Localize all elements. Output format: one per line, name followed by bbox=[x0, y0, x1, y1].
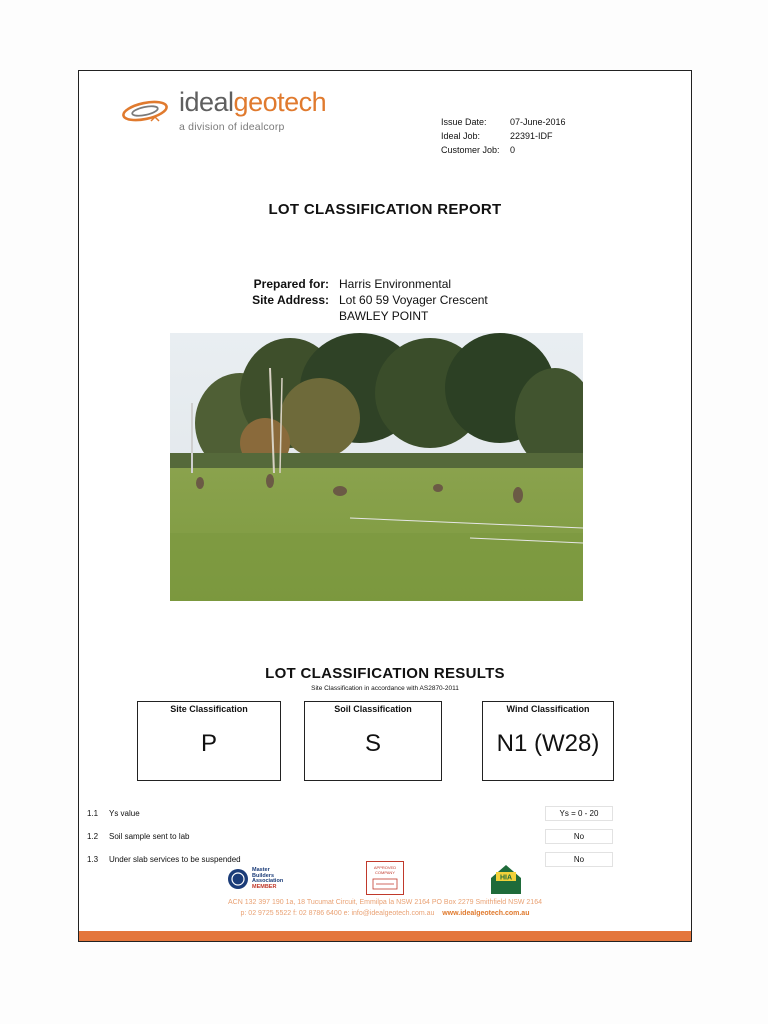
meta-label: Issue Date: bbox=[441, 117, 487, 127]
site-photo bbox=[170, 333, 583, 601]
logo-subtitle: a division of idealcorp bbox=[179, 121, 285, 133]
item-label: Under slab services to be suspended bbox=[109, 855, 241, 864]
prepared-for-label: Prepared for: bbox=[253, 277, 329, 291]
hia-text: HIA bbox=[499, 874, 513, 882]
master-builders-icon bbox=[227, 868, 249, 890]
accreditation-badges bbox=[79, 859, 691, 899]
meta-label: Customer Job: bbox=[441, 145, 500, 155]
wind-classification-box bbox=[482, 701, 614, 781]
mba-line3: Association bbox=[252, 878, 284, 884]
results-subtitle: Site Classification in accordance with AS2870-2011 bbox=[311, 685, 459, 692]
soil-classification-value: S bbox=[364, 730, 381, 757]
item-number: 1.3 bbox=[87, 855, 99, 864]
approved-company-badge bbox=[366, 861, 404, 895]
logo-word-geotech: geotech bbox=[233, 87, 327, 117]
item-value: Ys = 0 - 20 bbox=[545, 806, 613, 821]
company-logo bbox=[121, 87, 351, 135]
prepared-for-value: Harris Environmental bbox=[339, 277, 452, 291]
meta-row-customer-job bbox=[441, 143, 566, 157]
site-address-label: Site Address: bbox=[252, 293, 329, 307]
site-classification-heading: Site Classification bbox=[170, 704, 248, 714]
wind-classification-value: N1 (W28) bbox=[496, 730, 600, 757]
hia-house-icon bbox=[488, 862, 524, 896]
footer-bar bbox=[79, 931, 691, 941]
site-address-line2: BAWLEY POINT bbox=[339, 309, 429, 323]
report-meta bbox=[441, 115, 566, 157]
report-page bbox=[78, 70, 692, 942]
footer-contact-text: p: 02 9725 5522 f: 02 8786 6400 e: info@idealgeotech.com.au bbox=[240, 910, 435, 917]
result-item bbox=[87, 825, 613, 848]
site-classification-box bbox=[137, 701, 281, 781]
results-title: LOT CLASSIFICATION RESULTS bbox=[265, 665, 505, 682]
logo-word-ideal: ideal bbox=[179, 87, 234, 117]
master-builders-badge bbox=[227, 867, 293, 891]
prepared-for-row bbox=[229, 276, 488, 292]
meta-value: 0 bbox=[510, 145, 516, 155]
item-label: Soil sample sent to lab bbox=[109, 832, 190, 841]
meta-label: Ideal Job: bbox=[441, 131, 481, 141]
item-number: 1.1 bbox=[87, 809, 99, 818]
mba-line1: Master bbox=[252, 867, 270, 873]
mba-member: MEMBER bbox=[252, 883, 277, 890]
site-address-row-2 bbox=[229, 308, 488, 324]
footer-address: ACN 132 397 190 1a, 18 Tucumat Circuit, Emmilpa la NSW 2164 PO Box 2279 Smithfield NSW 2164 bbox=[228, 899, 542, 906]
mba-line2: Builders bbox=[252, 872, 275, 879]
site-address-row bbox=[229, 292, 488, 308]
soil-classification-box bbox=[304, 701, 442, 781]
footer-website-link[interactable]: www.idealgeotech.com.au bbox=[442, 910, 530, 917]
item-value: No bbox=[545, 829, 613, 844]
meta-row-issue-date bbox=[441, 115, 566, 129]
footer-contact bbox=[79, 910, 691, 917]
meta-value: 07-June-2016 bbox=[510, 117, 566, 127]
item-number: 1.2 bbox=[87, 832, 99, 841]
item-value: No bbox=[545, 852, 613, 867]
wind-classification-heading: Wind Classification bbox=[506, 704, 590, 714]
result-item bbox=[87, 802, 613, 825]
meta-row-ideal-job bbox=[441, 129, 566, 143]
logo-wordmark bbox=[179, 87, 326, 118]
meta-value: 22391-IDF bbox=[510, 131, 553, 141]
site-classification-value: P bbox=[200, 730, 217, 757]
item-label: Ys value bbox=[109, 809, 140, 818]
quality-seal-icon bbox=[367, 875, 403, 893]
prepared-section bbox=[229, 276, 488, 324]
site-photo-image bbox=[170, 333, 583, 601]
soil-classification-heading: Soil Classification bbox=[334, 704, 412, 714]
report-title: LOT CLASSIFICATION REPORT bbox=[268, 201, 502, 218]
orbit-logo-icon bbox=[121, 95, 173, 125]
hia-badge bbox=[488, 862, 524, 896]
approved-company-text: APPROVED COMPANY bbox=[373, 865, 397, 875]
site-address-line1: Lot 60 59 Voyager Crescent bbox=[339, 293, 488, 307]
